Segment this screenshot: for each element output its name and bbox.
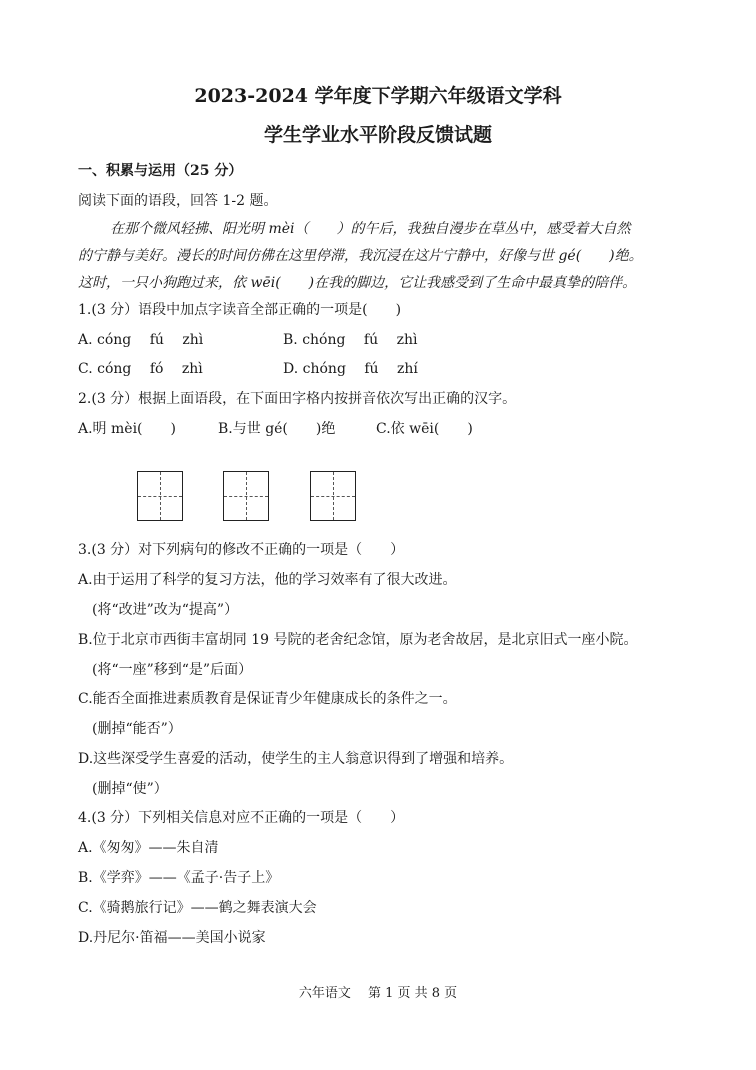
passage-line-1: 在那个微风轻拂、阳光明 mèi（ ）的午后，我独自漫步在草丛中，感受着大自然 [110, 221, 631, 237]
q1-option-b-text: chóng fú zhì [302, 332, 418, 348]
tianzige-box-a[interactable] [137, 471, 183, 521]
q1-option-a-label: A. [78, 332, 93, 348]
reading-instruction: 阅读下面的语段，回答 1-2 题。 [78, 193, 278, 209]
q3-option-c: C.能否全面推进素质教育是保证青少年健康成长的条件之一。 [78, 691, 457, 707]
q3-option-d-fix: (删掉“使”） [92, 781, 168, 797]
q1-option-b [283, 330, 417, 350]
q4-option-a: A.《匆匆》——朱自清 [78, 840, 219, 856]
q3-option-a: A.由于运用了科学的复习方法，他的学习效率有了很大改进。 [78, 572, 457, 588]
passage-line-3: 这时，一只小狗跑过来，依 wēi( )在我的脚边，它让我感受到了生命中最真挚的陪伴。 [78, 275, 637, 291]
q2-option-b: B.与世 gé( )绝 [218, 421, 336, 437]
q3-option-a-fix: (将“改进”改为“提高”） [92, 602, 239, 618]
q1-option-a-text: cóng fú zhì [97, 332, 204, 348]
q1-option-b-label: B. [283, 332, 298, 348]
q1-option-d-label: D. [283, 361, 299, 377]
tianzige-box-c[interactable] [310, 471, 356, 521]
q3-option-c-fix: (删掉“能否”） [92, 721, 182, 737]
q1-option-c [78, 359, 203, 379]
q1-option-a [78, 330, 203, 350]
q1-option-c-text: cóng fó zhì [97, 361, 203, 377]
q4-option-b: B.《学弈》——《孟子·告子上》 [78, 870, 280, 886]
q3-option-b-fix: (将“一座”移到“是”后面） [92, 662, 253, 678]
q1-option-c-label: C. [78, 361, 93, 377]
q3-option-b: B.位于北京市西街丰富胡同 19 号院的老舍纪念馆，原为老舍故居，是北京旧式一座小院。 [78, 632, 638, 648]
q3-stem: 3.(3 分）对下列病句的修改不正确的一项是（ ） [78, 542, 405, 558]
q4-stem: 4.(3 分）下列相关信息对应不正确的一项是（ ） [78, 810, 405, 826]
q2-stem: 2.(3 分）根据上面语段，在下面田字格内按拼音依次写出正确的汉字。 [78, 391, 517, 407]
exam-title-line2: 学生学业水平阶段反馈试题 [263, 124, 492, 146]
q4-option-d: D.丹尼尔·笛福——美国小说家 [78, 930, 266, 946]
exam-title-line1: 2023-2024 学年度下学期六年级语文学科 [194, 85, 562, 107]
q3-option-d: D.这些深受学生喜爱的活动，使学生的主人翁意识得到了增强和培养。 [78, 751, 514, 767]
q1-option-d-text: chóng fú zhí [302, 361, 418, 377]
passage-line-2: 的宁静与美好。漫长的时间仿佛在这里停滞，我沉浸在这片宁静中，好像与世 gé( )绝。 [78, 248, 643, 264]
q2-option-a: A.明 mèi( ) [78, 421, 176, 437]
section-heading: 一、积累与运用（25 分） [78, 163, 243, 179]
page-footer: 六年语文 第 1 页 共 8 页 [298, 986, 458, 1001]
q1-option-d [283, 359, 418, 379]
tianzige-box-b[interactable] [223, 471, 269, 521]
q1-stem: 1.(3 分）语段中加点字读音全部正确的一项是( ) [78, 302, 402, 318]
q2-option-c: C.依 wēi( ) [376, 421, 473, 437]
q4-option-c: C.《骑鹅旅行记》——鹤之舞表演大会 [78, 900, 317, 916]
